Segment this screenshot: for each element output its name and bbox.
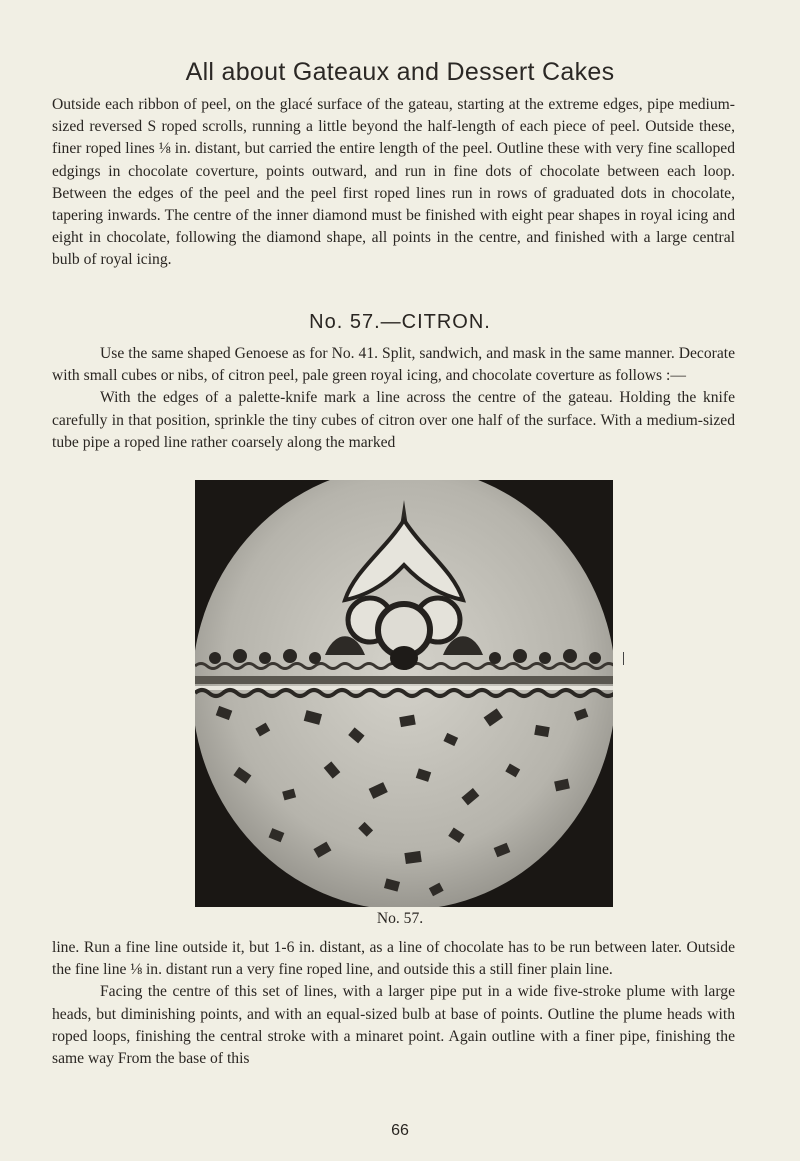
paragraphs-citron bbox=[52, 343, 735, 454]
gateau-photo-drawing bbox=[195, 480, 613, 907]
section-heading: No. 57.—CITRON. bbox=[309, 311, 491, 333]
paragraph-4-text: line. Run a fine line outside it, but 1-6 in. distant, as a line of chocolate has to be run between later. Outside the fine line ⅛ in. distant run a very fine roped line, and outside this a still finer plain line. bbox=[52, 939, 735, 979]
paragraph-5-text: Facing the centre of this set of lines, with a larger pipe put in a wide five-stroke plume with large heads, but diminishing points, and with an equal-sized bulb at base of points. Outline the plume heads with roped loops, finishing the central stroke with a minaret point. Again outline with a finer pipe, finishing the same way From the base of this bbox=[52, 983, 735, 1068]
paragraph-1-text: Outside each ribbon of peel, on the glacé surface of the gateau, starting at the extreme edges, pipe medium-sized reversed S roped scrolls, running a little beyond the half-length of each piece of peel. Outside these, finer roped lines ⅛ in. distant, but carried the entire length of the peel. Outline these with very fine scalloped edgings in chocolate coverture, points outward, and run in fine dots of chocolate between each loop. Between the edges of the peel and the peel first roped lines run in rows of graduated dots in chocolate, tapering inwards. The centre of the inner diamond must be finished with eight pear shapes in royal icing and eight in chocolate, following the diamond shape, all points in the centre, and finished with a large central bulb of royal icing. bbox=[52, 96, 735, 269]
paragraph-3-text: With the edges of a palette-knife mark a line across the centre of the gateau. Holding the knife carefully in that position, sprinkle the tiny cubes of citron over one half of the surface. With a medium-sized tube pipe a roped line rather coarsely along the marked bbox=[52, 389, 735, 451]
figure-caption: No. 57. bbox=[376, 910, 424, 927]
running-header: All about Gateaux and Dessert Cakes bbox=[185, 58, 615, 86]
gateau-photograph bbox=[195, 480, 613, 907]
stray-mark bbox=[623, 652, 624, 665]
paragraph-1 bbox=[52, 94, 735, 272]
paragraphs-continued bbox=[52, 937, 735, 1070]
paragraph-2-text: Use the same shaped Genoese as for No. 41. Split, sandwich, and mask in the same manner. Decorate with small cubes or nibs, of citron peel, pale green royal icing, and chocolate coverture as follows :— bbox=[52, 345, 735, 385]
page-number: 66 bbox=[391, 1122, 409, 1139]
